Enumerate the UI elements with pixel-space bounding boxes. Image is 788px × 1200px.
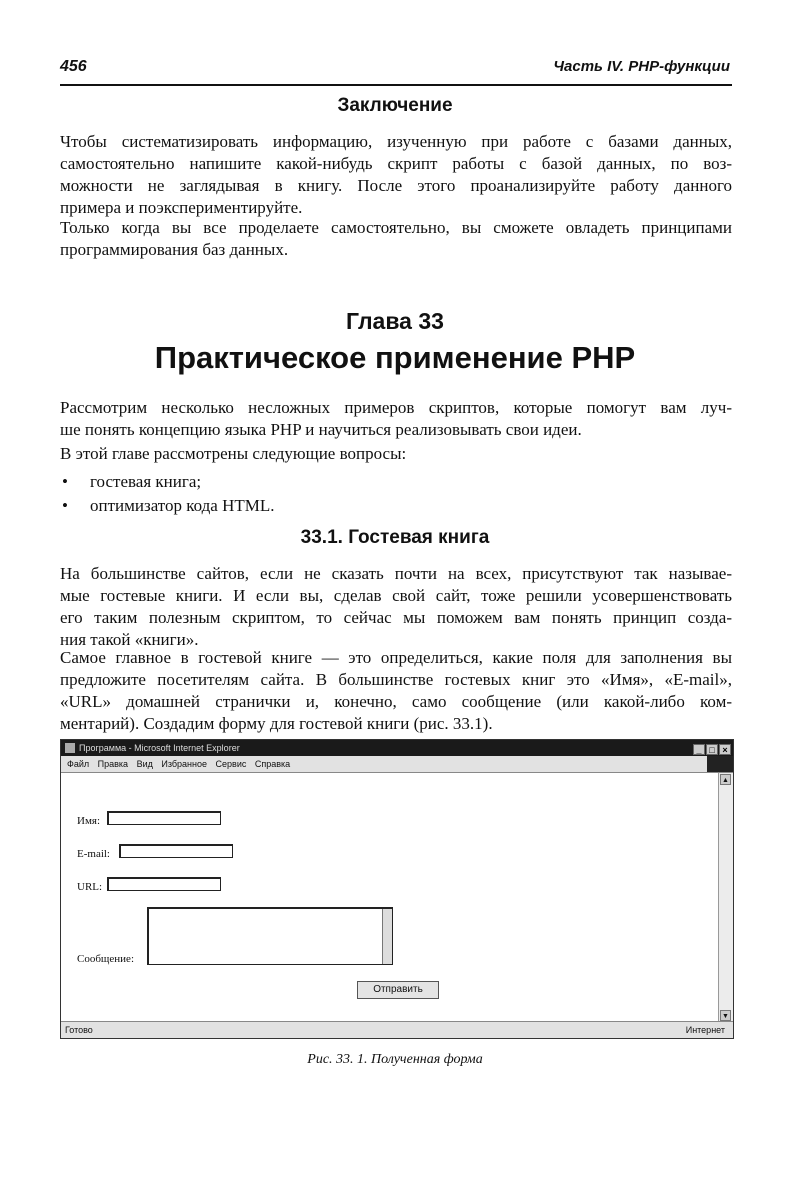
zone-indicator: Интернет — [685, 1025, 725, 1035]
minimize-icon[interactable]: _ — [693, 744, 705, 755]
menu-edit[interactable]: Правка — [97, 759, 129, 769]
textarea-scrollbar[interactable] — [382, 909, 392, 964]
section-heading: 33.1. Гостевая книга — [300, 527, 490, 548]
maximize-icon[interactable]: □ — [706, 744, 718, 755]
url-label: URL: — [77, 881, 103, 893]
list-item: • гостевая книга; — [60, 470, 660, 494]
menu-bar — [61, 756, 733, 773]
status-text: Готово — [65, 1025, 93, 1035]
menu-view[interactable]: Вид — [136, 759, 153, 769]
menu-help[interactable]: Справка — [254, 759, 291, 769]
conclusion-paragraph-1 — [60, 131, 732, 219]
header-rule — [60, 84, 732, 86]
window-title: Программа - Microsoft Internet Explorer — [79, 743, 240, 753]
url-input[interactable] — [107, 877, 221, 891]
list-item: • оптимизатор кода HTML. — [60, 494, 660, 518]
chapter-number: Глава 33 — [346, 308, 444, 334]
text-line: Самое главное в гостевой книге — это определиться, какие поля для заполнения вы — [60, 648, 732, 667]
text-line: предложите посетителям сайта. В большинстве гостевых книг это «Имя», «E-mail», — [60, 670, 732, 689]
email-input[interactable] — [119, 844, 233, 858]
text-line: программирования баз данных. — [60, 240, 289, 259]
browser-window-figure — [60, 739, 734, 1039]
menu-tools[interactable]: Сервис — [215, 759, 247, 769]
message-textarea[interactable] — [147, 907, 393, 965]
menu-favorites[interactable]: Избранное — [161, 759, 208, 769]
section-paragraph-2 — [60, 647, 732, 735]
text-line: ния такой «книги». — [60, 630, 199, 649]
text-line: На большинстве сайтов, если не сказать почти на всех, присутствуют так называе- — [60, 564, 732, 583]
scroll-up-icon[interactable]: ▲ — [720, 774, 731, 785]
text-line: его таким полезным скриптом, то сейчас мы поможем вам понять принцип созда- — [60, 608, 732, 627]
text-line: можности не заглядывая в книгу. После этого проанализируйте работу данного — [60, 176, 732, 195]
text-line: ментарий). Создадим форму для гостевой книги (рис. 33.1). — [60, 714, 493, 733]
ie-icon — [65, 743, 75, 753]
name-input[interactable] — [107, 811, 221, 825]
list-intro: В этой главе рассмотрены следующие вопросы: — [60, 444, 407, 463]
chapter-title: Практическое применение PHP — [154, 340, 636, 375]
scroll-down-icon[interactable]: ▼ — [720, 1010, 731, 1021]
text-line: ше понять концепцию языка PHP и научиться реализовывать свои идеи. — [60, 420, 582, 439]
conclusion-paragraph-2 — [60, 217, 732, 261]
close-icon[interactable]: × — [719, 744, 731, 755]
text-line: примера и поэкспериментируйте. — [60, 198, 303, 217]
text-line: «URL» домашней странички и, конечно, само сообщение (или какой-либо ком- — [60, 692, 732, 711]
message-label: Сообщение: — [77, 953, 134, 965]
email-label: E-mail: — [77, 848, 110, 860]
topic-list — [60, 470, 660, 518]
text-line: мые гостевые книги. И если вы, сделав свой сайт, тоже решили усовершенствовать — [60, 586, 732, 605]
status-bar — [61, 1021, 733, 1038]
section-paragraph-1 — [60, 563, 732, 651]
figure-caption: Рис. 33. 1. Полученная форма — [307, 1052, 483, 1067]
conclusion-heading: Заключение — [337, 95, 453, 116]
running-header-part: Часть IV. PHP-функции — [553, 58, 730, 75]
ie-logo-icon — [707, 756, 733, 772]
vertical-scrollbar[interactable] — [718, 773, 733, 1022]
page-number: 456 — [60, 58, 87, 75]
text-line: самостоятельно напишите какой-нибудь скрипт работы с базой данных, по воз- — [60, 154, 732, 173]
submit-button[interactable]: Отправить — [357, 981, 439, 999]
page-content — [61, 773, 719, 1022]
text-line: Только когда вы все проделаете самостоятельно, вы сможете овладеть принципами — [60, 218, 732, 237]
text-line: Рассмотрим несколько несложных примеров скриптов, которые помогут вам луч- — [60, 398, 732, 417]
text-line: Чтобы систематизировать информацию, изученную при работе с базами данных, — [60, 132, 732, 151]
menu-file[interactable]: Файл — [67, 759, 90, 769]
window-titlebar — [61, 740, 733, 756]
name-label: Имя: — [77, 815, 101, 827]
chapter-intro — [60, 397, 732, 441]
